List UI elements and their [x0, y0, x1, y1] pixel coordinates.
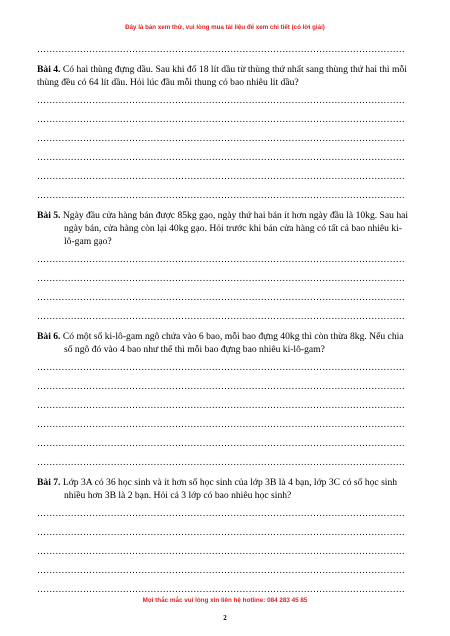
problem-label: Bài 6.: [37, 331, 61, 342]
answer-line: …………………………………………………………………………………………………………: [37, 381, 405, 391]
answer-line: …………………………………………………………………………………………………………: [37, 508, 405, 518]
answer-line: …………………………………………………………………………………………………………: [37, 584, 405, 594]
answer-line: …………………………………………………………………………………………………………: [37, 273, 405, 283]
problem-5: [37, 209, 411, 248]
answer-line: …………………………………………………………………………………………………………: [37, 438, 405, 448]
worksheet-content: [37, 40, 411, 599]
hotline-footer: Mọi thắc mắc vui lòng xin liên hệ hotline: 084 283 45 85: [142, 597, 308, 604]
problem-text: Có hai thùng đựng dầu. Sau khi đổ 18 lít dầu từ thùng thứ nhất sang thùng thứ hai thì mỗi thùng đều có 64 lít dầu. Hỏi lúc đầu mỗi thung có bao nhiêu lít dầu?: [37, 64, 407, 88]
answer-line: …………………………………………………………………………………………………………: [37, 95, 405, 105]
problem-label: Bài 4.: [37, 64, 61, 75]
answer-line: …………………………………………………………………………………………………………: [37, 171, 405, 181]
problem-text: Lớp 3A có 36 học sinh và ít hơn số học sinh của lớp 3B là 4 bạn, lớp 3C có số học sinh nhiều hơn 3B là 2 bạn. Hỏi cả 3 lớp có bao nhiêu học sinh?: [62, 477, 398, 501]
answer-line: …………………………………………………………………………………………………………: [37, 400, 405, 410]
problem-text: Ngày đầu cửa hàng bán được 85kg gạo, ngày thứ hai bán ít hơn ngày đầu là 10kg. Sau hai ngày bán, cửa hàng còn lại 40kg gạo. Hỏi trước khi bán cửa hàng có tất cả bao nhiêu ki-lô-gam gạo?: [62, 210, 409, 247]
preview-banner: Đây là bản xem thử, vui lòng mua tài liệu để xem chi tiết (có lời giải): [125, 24, 325, 31]
answer-line: …………………………………………………………………………………………………………: [37, 254, 405, 264]
answer-line: …………………………………………………………………………………………………………: [37, 152, 405, 162]
answer-line: …………………………………………………………………………………………………………: [37, 546, 405, 556]
answer-line: …………………………………………………………………………………………………………: [37, 362, 405, 372]
answer-line: …………………………………………………………………………………………………………: [37, 527, 405, 537]
page-number: 2: [223, 614, 227, 622]
problem-6: [37, 330, 411, 356]
problem-label: Bài 7.: [37, 477, 61, 488]
answer-line: …………………………………………………………………………………………………………: [37, 457, 405, 467]
answer-line: …………………………………………………………………………………………………………: [37, 419, 405, 429]
problem-7: [37, 476, 411, 502]
answer-line: …………………………………………………………………………………………………………: [37, 190, 405, 200]
answer-line: …………………………………………………………………………………………………………: [37, 565, 405, 575]
answer-line: …………………………………………………………………………………………………………: [37, 44, 405, 54]
problem-4: [37, 63, 411, 89]
problem-label: Bài 5.: [37, 210, 61, 221]
answer-line: …………………………………………………………………………………………………………: [37, 292, 405, 302]
problem-text: Có một số ki-lô-gam ngô chứa vào 6 bao, mỗi bao đựng 40kg thì còn thừa 8kg. Nếu chia số ngô đó vào 4 bao như thế thì mỗi bao đựng bao nhiêu ki-lô-gam?: [62, 331, 404, 355]
answer-line: …………………………………………………………………………………………………………: [37, 114, 405, 124]
answer-line: …………………………………………………………………………………………………………: [37, 311, 405, 321]
answer-line: …………………………………………………………………………………………………………: [37, 133, 405, 143]
